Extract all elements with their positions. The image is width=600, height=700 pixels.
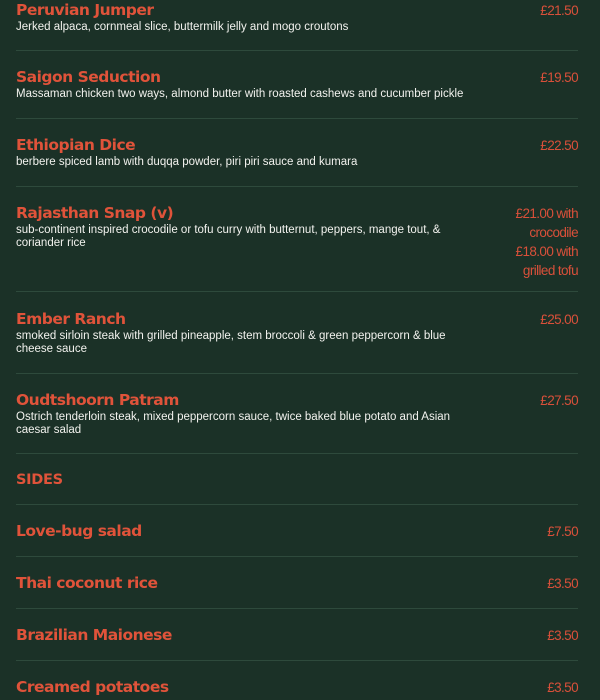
price-line: £21.00 with (515, 206, 578, 221)
price-line: grilled tofu (522, 263, 578, 278)
divider (16, 50, 578, 51)
divider (16, 291, 578, 292)
side-item-price: £3.50 (547, 680, 578, 695)
menu-item-name: Peruvian Jumper (16, 1, 154, 19)
menu-item-price (478, 204, 578, 280)
menu-item-description: berbere spiced lamb with duqqa powder, piri piri sauce and kumara (16, 156, 358, 168)
side-item (16, 573, 578, 603)
price-line: £27.50 (540, 393, 578, 408)
menu-item (16, 67, 578, 117)
price-line: £21.50 (540, 3, 578, 18)
price-line: crocodile (529, 225, 578, 240)
menu-item-price (478, 68, 578, 87)
divider (16, 608, 578, 609)
menu-item-description: Massaman chicken two ways, almond butter with roasted cashews and cucumber pickle (16, 88, 464, 100)
side-item-name: Creamed potatoes (16, 678, 169, 696)
menu-item-name: Ember Ranch (16, 310, 126, 328)
menu-item-name: Rajasthan Snap (v) (16, 204, 174, 222)
menu-item (16, 135, 578, 185)
side-item (16, 625, 578, 655)
menu-item-price (478, 391, 578, 410)
menu-item (16, 0, 578, 50)
menu-item-description: smoked sirloin steak with grilled pineapple, stem broccoli & green peppercorn & blue cheese sauce (16, 330, 446, 355)
side-item-price: £3.50 (547, 628, 578, 643)
menu-item (16, 309, 578, 373)
menu-item (16, 203, 578, 291)
side-item-price: £3.50 (547, 576, 578, 591)
menu-item (16, 390, 578, 454)
side-item-name: Love-bug salad (16, 522, 142, 540)
divider (16, 556, 578, 557)
side-item-name: Thai coconut rice (16, 574, 158, 592)
divider (16, 504, 578, 505)
divider (16, 118, 578, 119)
side-item-name: Brazilian Maionese (16, 626, 172, 644)
sides-heading: SIDES (16, 472, 63, 488)
divider (16, 660, 578, 661)
side-item-price: £7.50 (547, 524, 578, 539)
price-line: £19.50 (540, 70, 578, 85)
price-line: £22.50 (540, 138, 578, 153)
menu-item-description: Jerked alpaca, cornmeal slice, buttermilk jelly and mogo croutons (16, 21, 349, 33)
side-item (16, 677, 578, 700)
menu-item-price (478, 310, 578, 329)
menu-item-name: Ethiopian Dice (16, 136, 136, 154)
menu-item-description: Ostrich tenderloin steak, mixed peppercorn sauce, twice baked blue potato and Asian caesar salad (16, 411, 451, 436)
menu-item-price (478, 136, 578, 155)
menu-item-name: Oudtshoorn Patram (16, 391, 179, 409)
price-line: £18.00 with (515, 244, 578, 259)
side-item (16, 521, 578, 551)
price-line: £25.00 (540, 312, 578, 327)
divider (16, 373, 578, 374)
menu-item-name: Saigon Seduction (16, 68, 161, 86)
divider (16, 453, 578, 454)
menu-item-description: sub-continent inspired crocodile or tofu curry with butternut, peppers, mange tout, & coriander rice (16, 224, 441, 249)
menu-item-price (478, 1, 578, 20)
divider (16, 186, 578, 187)
